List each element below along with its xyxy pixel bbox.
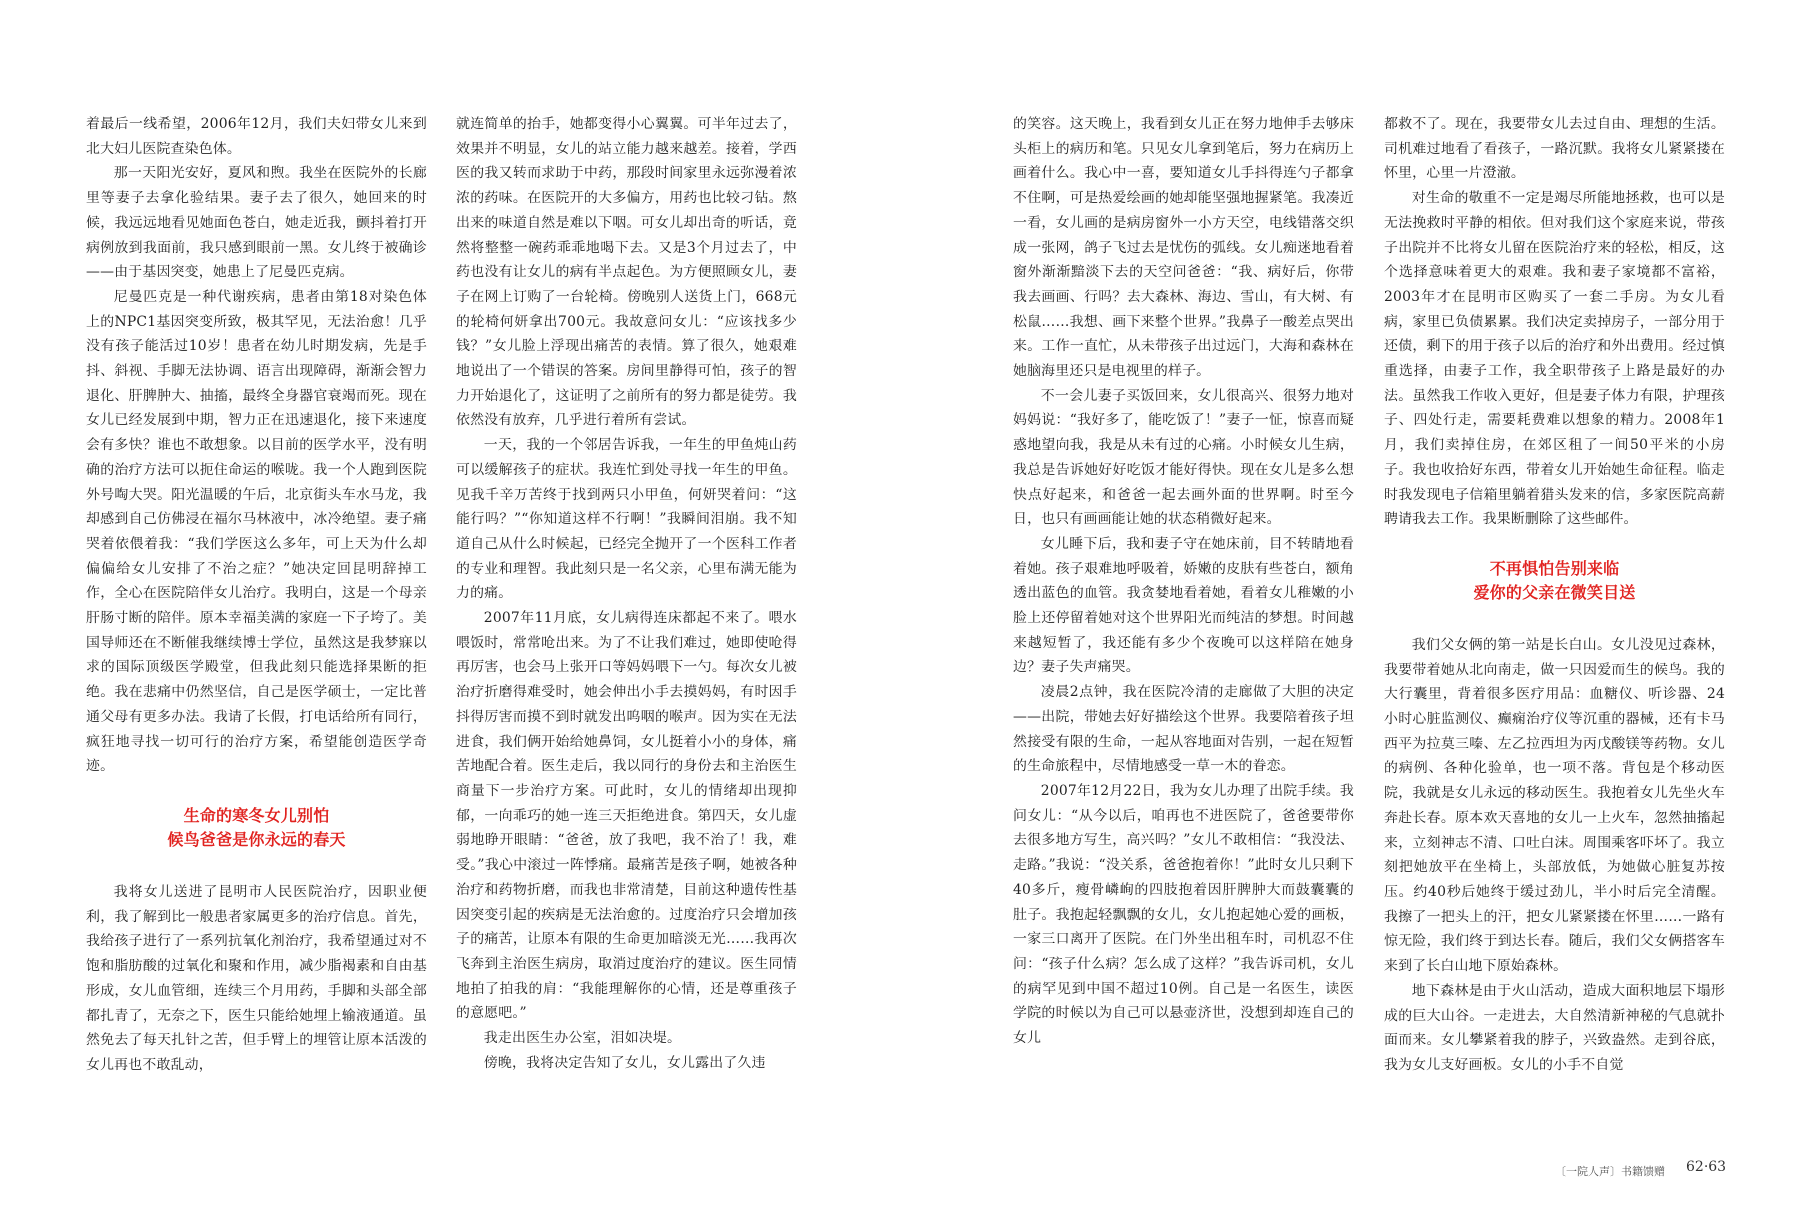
paragraph: 2007年12月22日，我为女儿办理了出院手续。我问女儿：“从今以后，咱再也不进医院了，爸爸要带你去很多地方写生，高兴吗？”女儿不敢相信：“我没法、走路。”我说：“没关系，爸爸抱着你！”此时女儿只剩下40多斤，瘦骨嶙峋的四肢抱着因肝脾肿大而鼓囊囊的肚子。我抱起轻飘飘的女儿，女儿抱起她心爱的画板，一家三口离开了医院。在门外坐出租车时，司机忍不住问：“孩子什么病？怎么成了这样？”我告诉司机，女儿的病罕见到中国不超过10例。自己是一名医生，读医学院的时候以为自己可以悬壶济世，没想到却连自己的女儿 bbox=[1013, 782, 1354, 1047]
section-heading-1 bbox=[86, 804, 427, 852]
paragraph: 2007年11月底，女儿病得连床都起不来了。喂水喂饭时，常常呛出来。为了不让我们难过，她即使呛得再厉害，也会马上张开口等妈妈喂下一勺。每次女儿被治疗折磨得难受时，她会伸出小手去摸妈妈，有时因手抖得厉害而摸不到时就发出呜咽的喉声。因为实在无法进食，我们俩开始给她鼻饲，女儿挺着小小的身体，痛苦地配合着。医生走后，我以同行的身份去和主治医生商量下一步治疗方案。可此时，女儿的情绪却出现抑郁，一向乖巧的她一连三天拒绝进食。第四天，女儿虚弱地睁开眼睛：“爸爸，放了我吧，我不治了！我，难受。”我心中滚过一阵悸痛。最痛苦是孩子啊，她被各种治疗和药物折磨，而我也非常清楚，目前这种遗传性基因突变引起的疾病是无法治愈的。过度治疗只会增加孩子的痛苦，让原本有限的生命更加暗淡无光……我再次飞奔到主治医生病房，取消过度治疗的建议。医生同情地拍了拍我的肩：“我能理解你的心情，还是尊重孩子的意愿吧。” bbox=[456, 610, 797, 1022]
paragraph: 一天，我的一个邻居告诉我，一年生的甲鱼炖山药可以缓解孩子的症状。我连忙到处寻找一年生的甲鱼。见我千辛万苦终于找到两只小甲鱼，何妍哭着问：“这能行吗？”“你知道这样不行啊！”我瞬间泪崩。我不知道自己从什么时候起，已经完全抛开了一个医科工作者的专业和理智。我此刻只是一名父亲，心里布满无能为力的痛。 bbox=[456, 437, 797, 602]
page-numbers: 62·63 bbox=[1686, 1159, 1727, 1175]
paragraph: 我们父女俩的第一站是长白山。女儿没见过森林，我要带着她从北向南走，做一只因爱而生的候鸟。我的大行囊里，背着很多医疗用品：血糖仪、听诊器、24小时心脏监测仪、癫痫治疗仪等沉重的器械，还有卡马西平为拉莫三嗪、左乙拉西坦为丙戊酸镁等药物。女儿的病例、各种化验单，也一项不落。背包是个移动医院，我就是女儿永远的移动医生。我抱着女儿先坐火车奔赴长春。原本欢天喜地的女儿一上火车，忽然抽搐起来，立刻神志不清、口吐白沫。周围乘客吓坏了。我立刻把她放平在坐椅上，头部放低，为她做心脏复苏按压。约40秒后她终于缓过劲儿，半小时后完全清醒。我擦了一把头上的汗，把女儿紧紧搂在怀里……一路有惊无险，我们终于到达长春。随后，我们父女俩搭客车来到了长白山地下原始森林。 bbox=[1384, 636, 1725, 975]
paragraph: 的笑容。这天晚上，我看到女儿正在努力地伸手去够床头柜上的病历和笔。只见女儿拿到笔后，努力在病历上画着什么。我心中一喜，要知道女儿手抖得连勺子都拿不住啊，可是热爱绘画的她却能坚强地握紧笔。我凑近一看，女儿画的是病房窗外一小方天空，电线错落交织成一张网，鸽子飞过去是忧伤的弧线。女儿痴迷地看着窗外渐渐黯淡下去的天空问爸爸：“我、病好后，你带我去画画、行吗？去大森林、海边、雪山，有大树、有松鼠……我想、画下来整个世界。”我鼻子一酸差点哭出来。工作一直忙，从未带孩子出过远门，大海和森林在她脑海里还只是电视里的样子。 bbox=[1013, 116, 1354, 380]
paragraph: 傍晚，我将决定告知了女儿，女儿露出了久违 bbox=[483, 1054, 766, 1071]
paragraph: 凌晨2点钟，我在医院冷清的走廊做了大胆的决定——出院，带她去好好描绘这个世界。我要陪着孩子坦然接受有限的生命，一起从容地面对告别，一起在短暂的生命旅程中，尽情地感受一草一木的眷恋。 bbox=[1013, 684, 1354, 775]
paragraph: 尼曼匹克是一种代谢疾病，患者由第18对染色体上的NPC1基因突变所致，极其罕见，无法治愈！几乎没有孩子能活过10岁！患者在幼儿时期发病，先是手抖、斜视、手脚无法协调、语言出现障碍，渐渐会智力退化、肝脾肿大、抽搐，最终全身器官衰竭而死。现在女儿已经发展到中期，智力正在迅速退化，接下来速度会有多快？谁也不敢想象。以目前的医学水平，没有明确的治疗方法可以扼住命运的喉咙。我一个人跑到医院外号啕大哭。阳光温暖的午后，北京街头车水马龙，我却感到自己仿佛浸在福尔马林液中，冰冷绝望。妻子痛哭着依偎着我：“我们学医这么多年，可上天为什么却偏偏给女儿安排了不治之症？”她决定回昆明辞掉工作，全心在医院陪伴女儿治疗。我明白，这是一个母亲肝肠寸断的陪伴。原本幸福美满的家庭一下子垮了。美国导师还在不断催我继续博士学位，虽然这是我梦寐以求的国际顶级医学殿堂，但我此刻只能选择果断的拒绝。我在悲痛中仍然坚信，自己是医学硕士，一定比普通父母有更多办法。我请了长假，打电话给所有同行，疯狂地寻找一切可行的治疗方案，希望能创造医学奇迹。 bbox=[86, 288, 427, 775]
column-3 bbox=[1013, 112, 1354, 1051]
paragraph: 地下森林是由于火山活动，造成大面积地层下塌形成的巨大山谷。一走进去，大自然清新神秘的气息就扑面而来。女儿攀紧着我的脖子，兴致盎然。走到谷底，我为女儿支好画板。女儿的小手不自觉 bbox=[1384, 982, 1725, 1073]
paragraph: 那一天阳光安好，夏风和煦。我坐在医院外的长廊里等妻子去拿化验结果。妻子去了很久，她回来的时候，我远远地看见她面色苍白，她走近我，颤抖着打开病例放到我面前，我只感到眼前一黑。女儿终于被确诊——由于基因突变，她患上了尼曼匹克病。 bbox=[86, 165, 427, 281]
paragraph: 着最后一线希望，2006年12月，我们夫妇带女儿来到北大妇儿医院查染色体。 bbox=[86, 116, 427, 157]
column-1 bbox=[86, 112, 427, 1078]
section-heading-2 bbox=[1384, 557, 1725, 605]
heading-line: 爱你的父亲在微笑目送 bbox=[1473, 582, 1636, 602]
column-2 bbox=[456, 112, 797, 1075]
heading-line: 生命的寒冬女儿别怕 bbox=[183, 805, 330, 825]
paragraph: 对生命的敬重不一定是竭尽所能地拯救，也可以是无法挽救时平静的相依。但对我们这个家庭来说，带孩子出院并不比将女儿留在医院治疗来的轻松，相反，这个选择意味着更大的艰难。我和妻子家境都不富裕，2003年才在昆明市区购买了一套二手房。为女儿看病，家里已负债累累。我们决定卖掉房子，一部分用于还债，剩下的用于孩子以后的治疗和外出费用。经过慎重选择，由妻子工作，我全职带孩子上路是最好的办法。虽然我工作收入更好，但是妻子体力有限，护理孩子、四处行走，需要耗费难以想象的精力。2008年1月，我们卖掉住房，在郊区租了一间50平米的小房子。我也收拾好东西，带着女儿开始她生命征程。临走时我发现电子信箱里躺着猎头发来的信，多家医院高薪聘请我去工作。我果断删除了这些邮件。 bbox=[1384, 190, 1725, 528]
footer-column-name: 〔一院人声〕书籍馈赠 bbox=[1555, 1165, 1665, 1178]
heading-line: 候鸟爸爸是你永远的春天 bbox=[167, 829, 346, 849]
paragraph: 我走出医生办公室，泪如决堤。 bbox=[483, 1030, 682, 1047]
paragraph: 都救不了。现在，我要带女儿去过自由、理想的生活。司机难过地看了看孩子，一路沉默。我将女儿紧紧搂在怀里，心里一片澄澈。 bbox=[1384, 116, 1725, 182]
paragraph: 就连简单的抬手，她都变得小心翼翼。可半年过去了，效果并不明显，女儿的站立能力越来越差。接着，学西医的我又转而求助于中药，那段时间家里永远弥漫着浓浓的药味。在医院开的大多偏方，用药也比较刁钻。熬出来的味道自然是难以下咽。可女儿却出奇的听话，竟然将整整一碗药乖乖地喝下去。又是3个月过去了，中药也没有让女儿的病有半点起色。为方便照顾女儿，妻子在网上订购了一台轮椅。傍晚别人送货上门，668元的轮椅何妍拿出700元。我故意问女儿：“应该找多少钱？”女儿脸上浮现出痛苦的表情。算了很久，她艰难地说出了一个错误的答案。房间里静得可怕，孩子的智力开始退化了，这证明了之前所有的努力都是徒劳。我依然没有放弃，几乎进行着所有尝试。 bbox=[456, 116, 797, 429]
paragraph: 女儿睡下后，我和妻子守在她床前，目不转睛地看着她。孩子艰难地呼吸着，娇嫩的皮肤有些苍白，额角透出蓝色的血管。我贪婪地看着她，看着女儿稚嫩的小脸上还停留着她对这个世界阳光而纯洁的梦想。时间越来越短暂了，我还能有多少个夜晚可以这样陪在她身边？妻子失声痛哭。 bbox=[1013, 535, 1354, 676]
paragraph: 不一会儿妻子买饭回来，女儿很高兴、很努力地对妈妈说：“我好多了，能吃饭了！”妻子一怔，惊喜而疑惑地望向我，我是从未有过的心痛。小时候女儿生病，我总是告诉她好好吃饭才能好得快。现在女儿是多么想快点好起来，和爸爸一起去画外面的世界啊。时至今日，也只有画画能让她的状态稍微好起来。 bbox=[1013, 387, 1354, 528]
column-4 bbox=[1384, 112, 1725, 1078]
heading-line: 不再惧怕告别来临 bbox=[1489, 558, 1620, 578]
paragraph: 我将女儿送进了昆明市人民医院治疗，因职业便利，我了解到比一般患者家属更多的治疗信息。首先，我给孩子进行了一系列抗氧化剂治疗，我希望通过对不饱和脂肪酸的过氧化和聚和作用，减少脂褐素和自由基形成，女儿血管细，连续三个月用药，手脚和头部全部都扎青了，无奈之下，医生只能给她埋上输液通道。虽然免去了每天扎针之苦，但手臂上的埋管让原本活泼的女儿再也不敢乱动， bbox=[86, 883, 427, 1073]
